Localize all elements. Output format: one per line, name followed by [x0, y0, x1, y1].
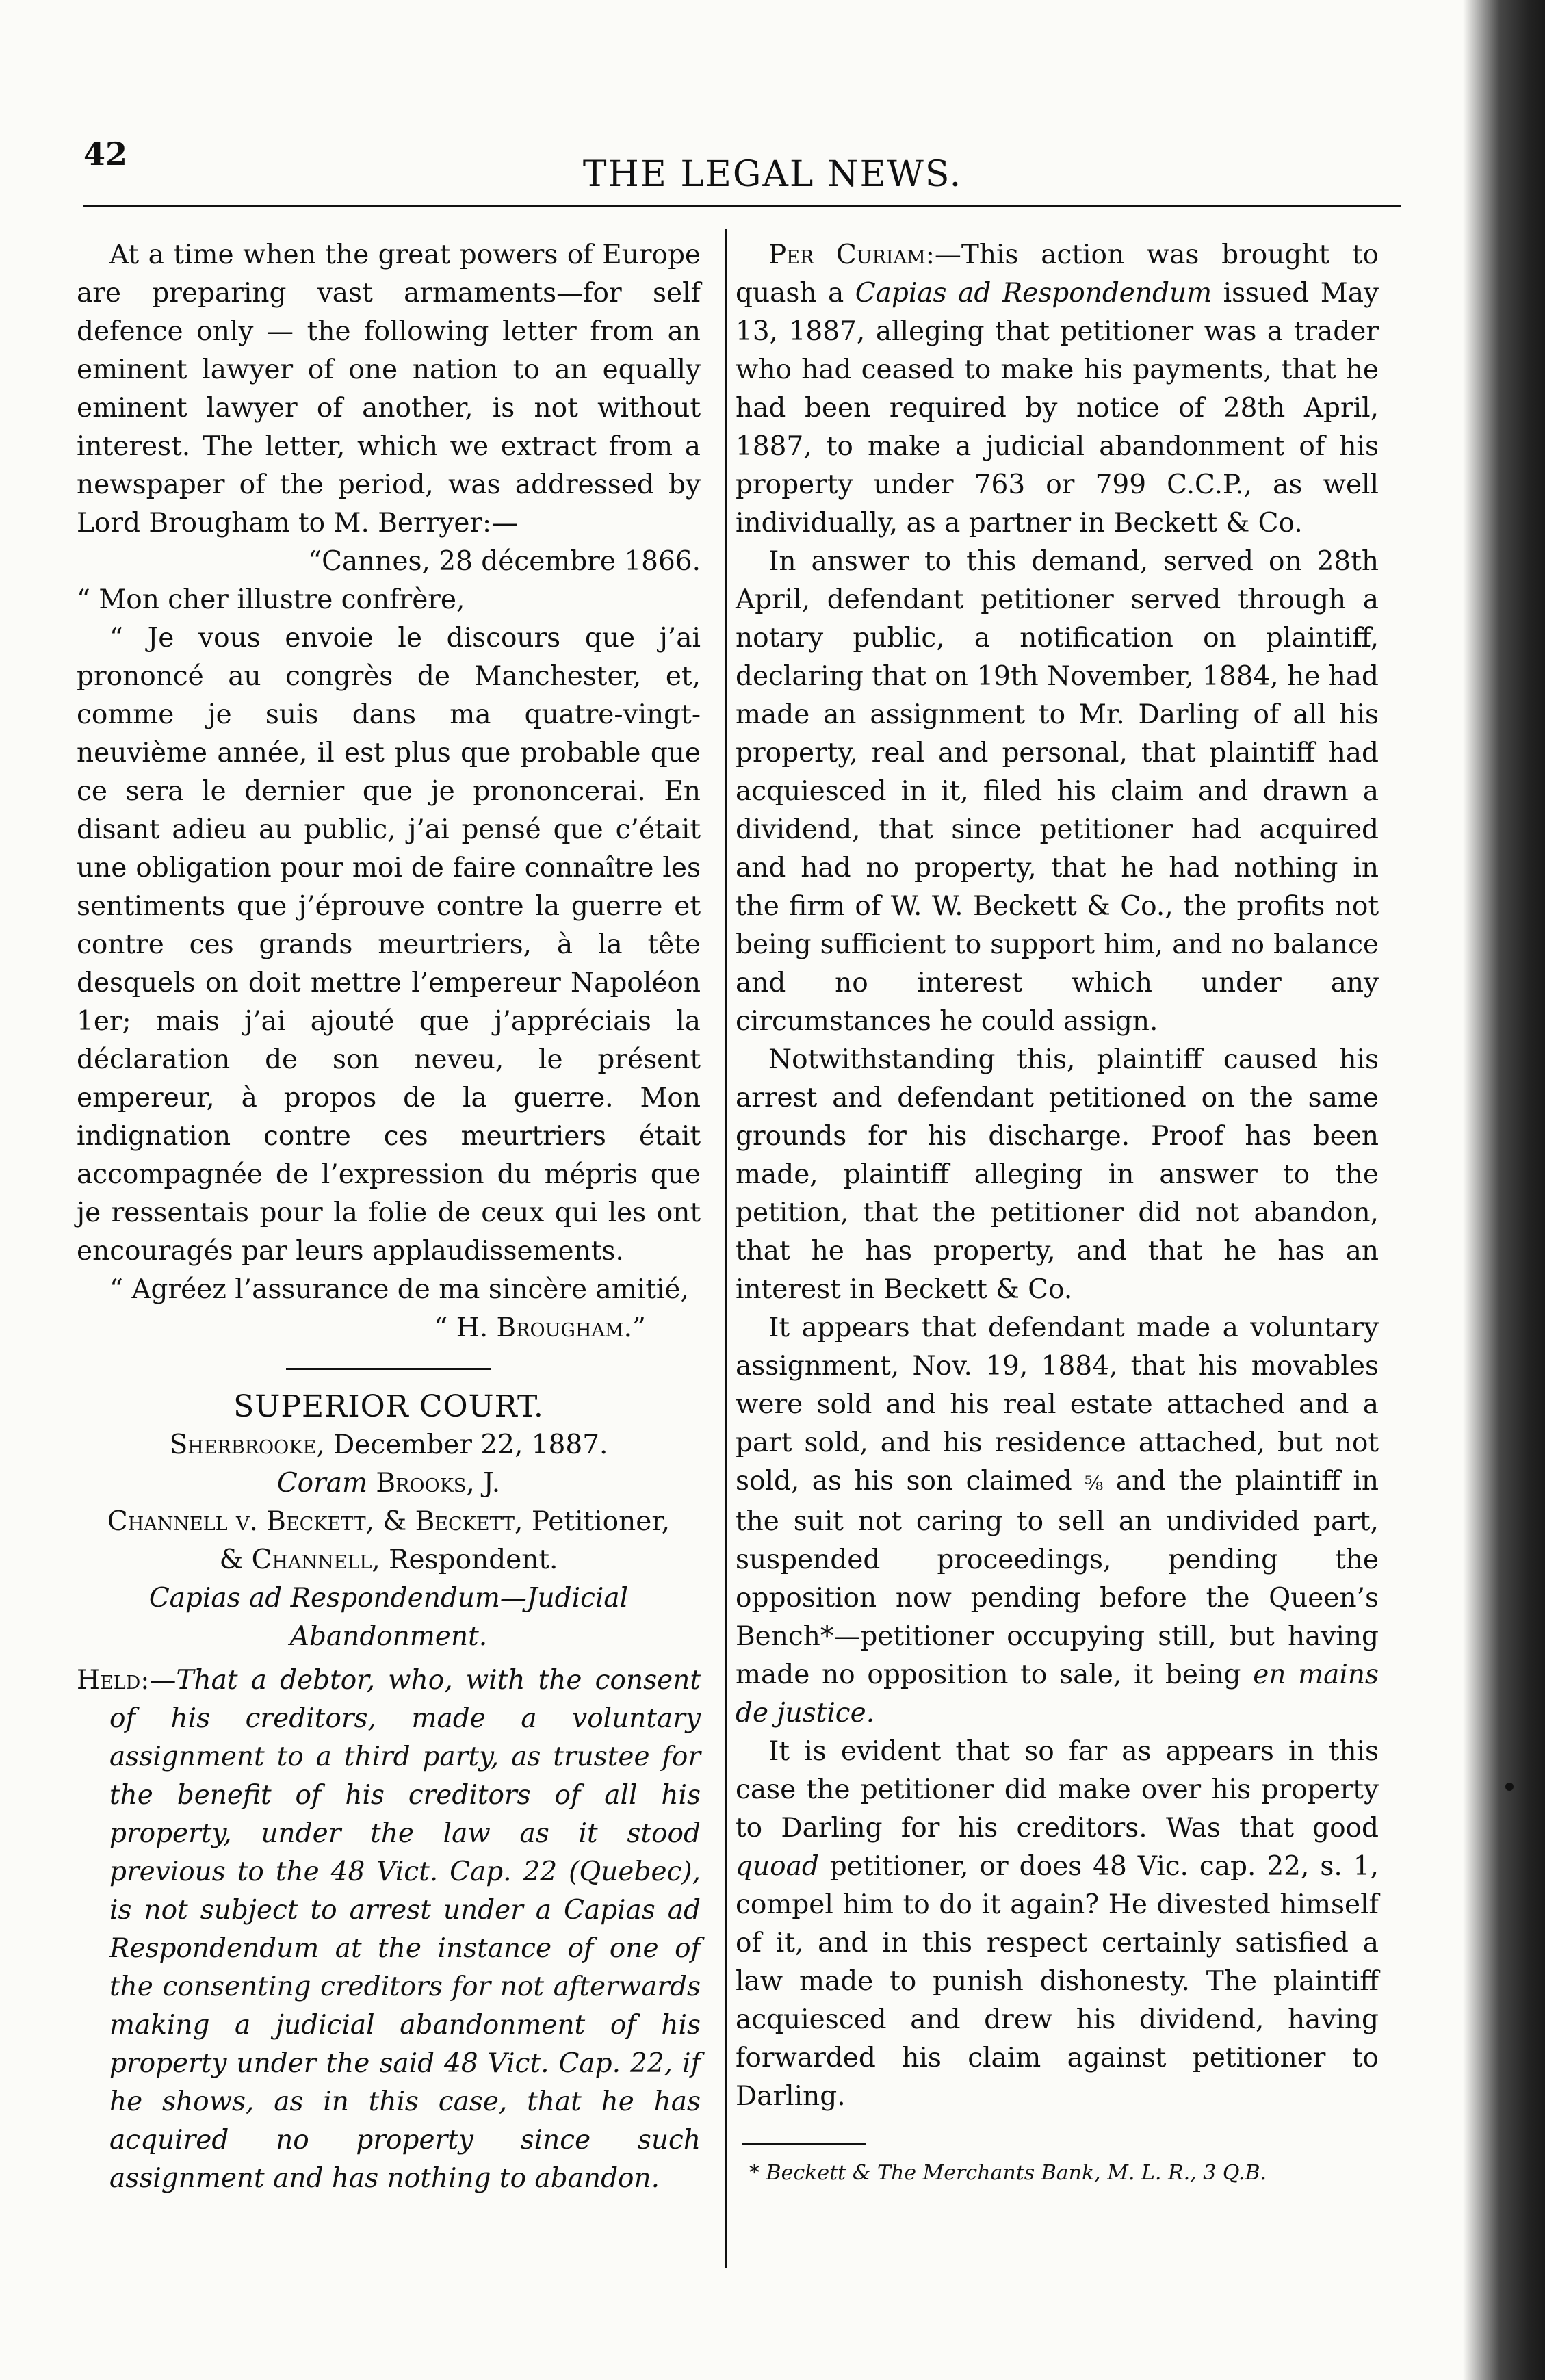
running-head: THE LEGAL NEWS.	[582, 154, 963, 195]
intro-paragraph: At a time when the great powers of Europe are preparing vast armaments—for self defence only — the following letter from an eminent lawyer of one nation to an equally eminent lawyer of another, is not without interest. The letter, which we extract from a newspaper of the period, was addressed by Lord Brougham to M. Berryer:—	[77, 240, 701, 539]
place-date	[77, 1426, 701, 1464]
held-label: Held:—	[77, 1665, 177, 1696]
footnote: * Beckett & The Merchants Bank, M. L. R., 3 Q.B.	[749, 2161, 1267, 2185]
p1-text: :—This action was brought to quash a	[736, 240, 1379, 309]
coram-label: Coram	[276, 1468, 368, 1499]
arrest-paragraph: Notwithstanding this, plaintiff caused his arrest and defendant petitioned on the same grounds for his discharge. Proof has been made, plaintiff alleging in answer to the petition, that the petitioner did not abandon, that he has property, and that he has an interest in Beckett & Co.	[736, 1044, 1379, 1305]
parties-line-2	[77, 1541, 701, 1579]
parties-role-1: Petitioner,	[523, 1506, 671, 1537]
conclusion-paragraph	[736, 1733, 1379, 2116]
parties-role-2: Respondent.	[380, 1544, 558, 1575]
p4-text-b: and the plaintiff in the suit not caring to sell an undivided part, suspended proceedings, pending the opposition now pending before the Queen’s Bench*—petitioner occupying still, but having made no opposition to sale, it being	[736, 1466, 1379, 1690]
page-edge-shadow	[1463, 0, 1545, 2380]
p4-text-a: It appears that defendant made a voluntary assignment, Nov. 19, 1884, that his movables were sold and his real estate attached and a part sold, and his residence attached, but not sold, as his son claimed	[736, 1312, 1379, 1497]
held-body: That a debtor, who, with the consent of his creditors, made a voluntary assignment to a third party, as trustee for the benefit of his creditors of all his property, under the law as it stood previous to the 48 Vict. Cap. 22 (Quebec), is not subject to arrest under a Capias ad Respondendum at the instance of one of the consenting creditors for not afterwards making a judicial abandonment of his property under the said 48 Vict. Cap. 22, if he shows, as in this case, that he has acquired no property since such assignment and has nothing to abandon.	[109, 1665, 701, 2194]
fraction: ⅝	[1085, 1472, 1104, 1495]
header-rule	[83, 205, 1401, 207]
p5-text-b: petitioner, or does 48 Vic. cap. 22, s. 1, compel him to do it again? He divested himself of it, and in this respect certainly satisfied a law made to punish dishonesty. The plaintiff acquiesced and drew his dividend, having forwarded his claim against petitioner to Darling.	[736, 1851, 1379, 2112]
letter-dateline: “Cannes, 28 décembre 1866.	[308, 546, 701, 577]
p1-rest: issued May 13, 1887, alleging that petitioner was a trader who had ceased to make his payments, that he had been required by notice of 28th April, 1887, to make a judicial abandonment of his property under 763 or 799 C.C.P., as well individually, as a partner in Beckett & Co.	[736, 278, 1379, 539]
answer-paragraph: In answer to this demand, served on 28th April, defendant petitioner served through a notary public, a notification on plaintiff, declaring that on 19th November, 1884, he had made an assignment to Mr. Darling of all his property, real and personal, that plaintiff had acquiesced in it, filed his claim and drawn a dividend, that since petitioner had acquired and had no property, that he had nothing in the firm of W. W. Beckett & Co., the profits not being sufficient to support him, and no balance and no interest which under any circumstances he could assign.	[736, 546, 1379, 1037]
p4-italic: en mains de justice.	[736, 1659, 1379, 1729]
p5-text-a: It is evident that so far as appears in this case the petitioner did make over his property to Darling for his creditors. Was that good	[736, 1736, 1379, 1844]
ink-speck	[1505, 1783, 1514, 1791]
column-divider	[725, 229, 727, 2268]
letter-salutation: “ Mon cher illustre confrère,	[77, 584, 465, 615]
signature-text: “ H. Brougham.”	[434, 1312, 646, 1343]
case-subject: Capias ad Respondendum—Judicial Abandonment.	[148, 1583, 629, 1652]
place-name: Sherbrooke,	[169, 1430, 325, 1460]
per-curiam-paragraph	[736, 236, 1379, 543]
assignment-paragraph	[736, 1309, 1379, 1733]
letter-body: “ Je vous envoie le discours que j’ai prononcé au congrès de Manchester, et, comme je suis dans ma quatre-vingt-neuvième année, il est plus que probable que ce sera le dernier que je prononcerai. En disant adieu au public, j’ai pensé que c’était une obligation pour moi de faire connaître les sentiments que j’éprouve contre la guerre et contre ces grands meurtriers, à la tête desquels on doit mettre l’empereur Napoléon 1er; mais j’ai ajouté que j’appréciais la déclaration de son neveu, le présent empereur, à propos de la guerre. Mon indignation contre ces meurtriers était accompagnée de l’expression du mépris que je ressentais pour la folie de ceux qui les ont encouragés par leurs applaudissements.	[77, 623, 701, 1267]
parties-names-1: Channell v. Beckett, & Beckett,	[107, 1506, 523, 1537]
footnote-rule	[742, 2143, 866, 2145]
letter-signature	[77, 1309, 701, 1347]
coram-line	[77, 1464, 701, 1503]
section-rule	[286, 1368, 491, 1370]
parties-names-2: & Channell,	[219, 1544, 380, 1575]
right-column	[736, 236, 1379, 2193]
decision-date: December 22, 1887.	[324, 1430, 608, 1460]
letter-closing: “ Agréez l’assurance de ma sincère amitié,	[109, 1274, 689, 1305]
coram-judge: Brooks, J.	[367, 1468, 501, 1499]
parties-line-1	[77, 1503, 701, 1541]
p5-italic: quoad	[736, 1851, 819, 1882]
held-paragraph	[77, 1661, 701, 2198]
p1-italic: Capias ad Respondendum	[855, 278, 1212, 309]
page-number: 42	[83, 135, 128, 172]
court-heading: SUPERIOR COURT.	[233, 1389, 544, 1424]
left-column	[77, 236, 701, 2198]
per-curiam-label: Per Curiam	[768, 240, 926, 270]
